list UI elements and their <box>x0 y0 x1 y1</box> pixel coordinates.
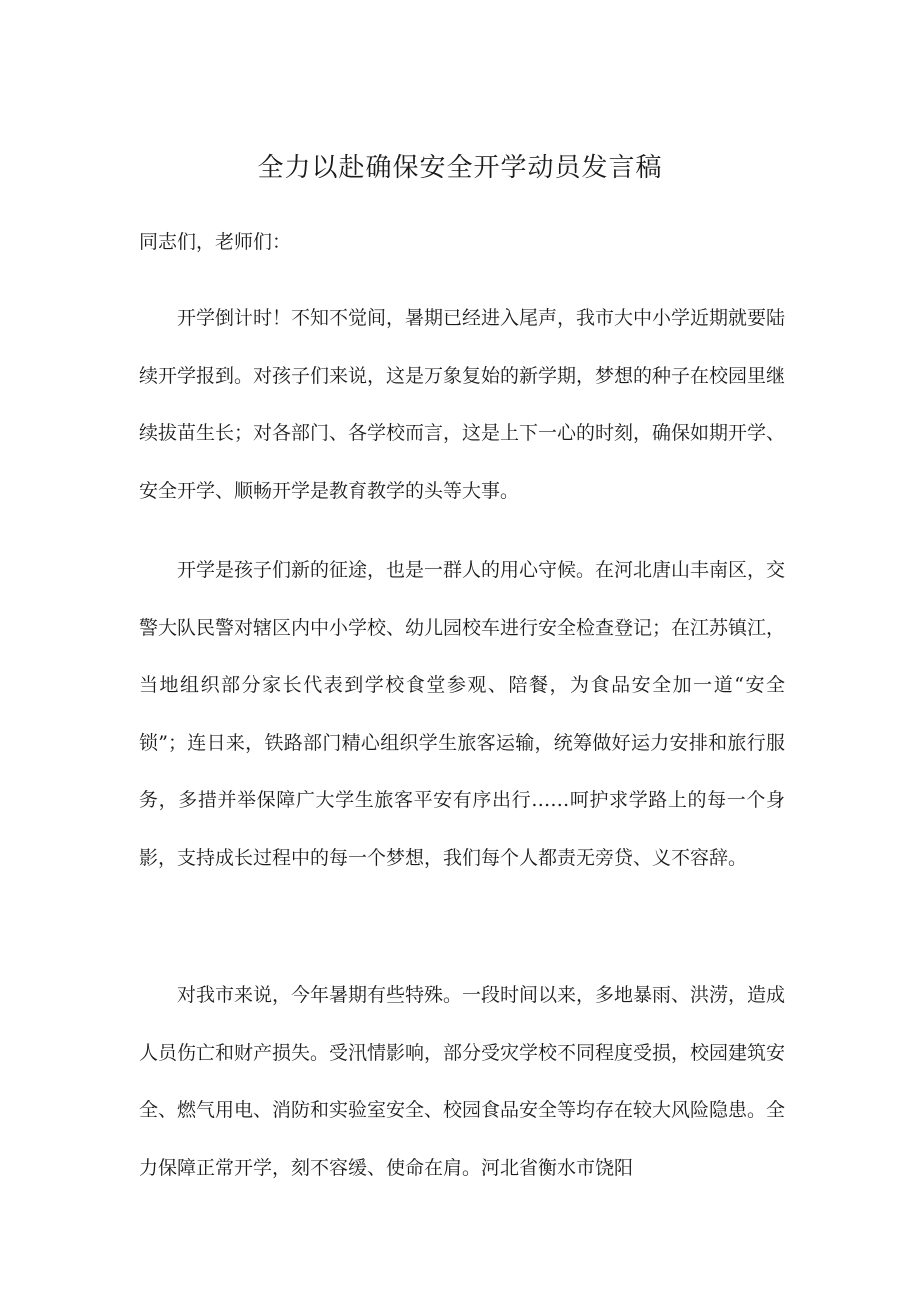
document-title: 全力以赴确保安全开学动员发言稿 <box>257 153 663 183</box>
paragraph-2: 开学是孩子们新的征途，也是一群人的用心守候。在河北唐山丰南区，交警大队民警对辖区内中小学校、幼儿园校车进行安全检查登记；在江苏镇江，当地组织部分家长代表到学校食堂参观、陪餐，为食品安全加一道“安全锁”；连日来，铁路部门精心组织学生旅客运输，统筹做好运力安排和旅行服务，多措并举保障广大学生旅客平安有序出行……呵护求学路上的每一个身影，支持成长过程中的每一个梦想，我们每个人都责无旁贷、义不容辞。 <box>139 559 786 869</box>
salutation: 同志们，老师们： <box>139 231 292 253</box>
paragraph-3: 对我市来说，今年暑期有些特殊。一段时间以来，多地暴雨、洪涝，造成人员伤亡和财产损失。受汛情影响，部分受灾学校不同程度受损，校园建筑安全、燃气用电、消防和实验室安全、校园食品安全等均存在较大风险隐患。全力保障正常开学，刻不容缓、使命在肩。河北省衡水市饶阳 <box>139 984 786 1179</box>
paragraph-1: 开学倒计时！不知不觉间，暑期已经进入尾声，我市大中小学近期就要陆续开学报到。对孩子们来说，这是万象复始的新学期，梦想的种子在校园里继续拔苗生长；对各部门、各学校而言，这是上下一心的时刻，确保如期开学、安全开学、顺畅开学是教育教学的头等大事。 <box>139 307 786 502</box>
